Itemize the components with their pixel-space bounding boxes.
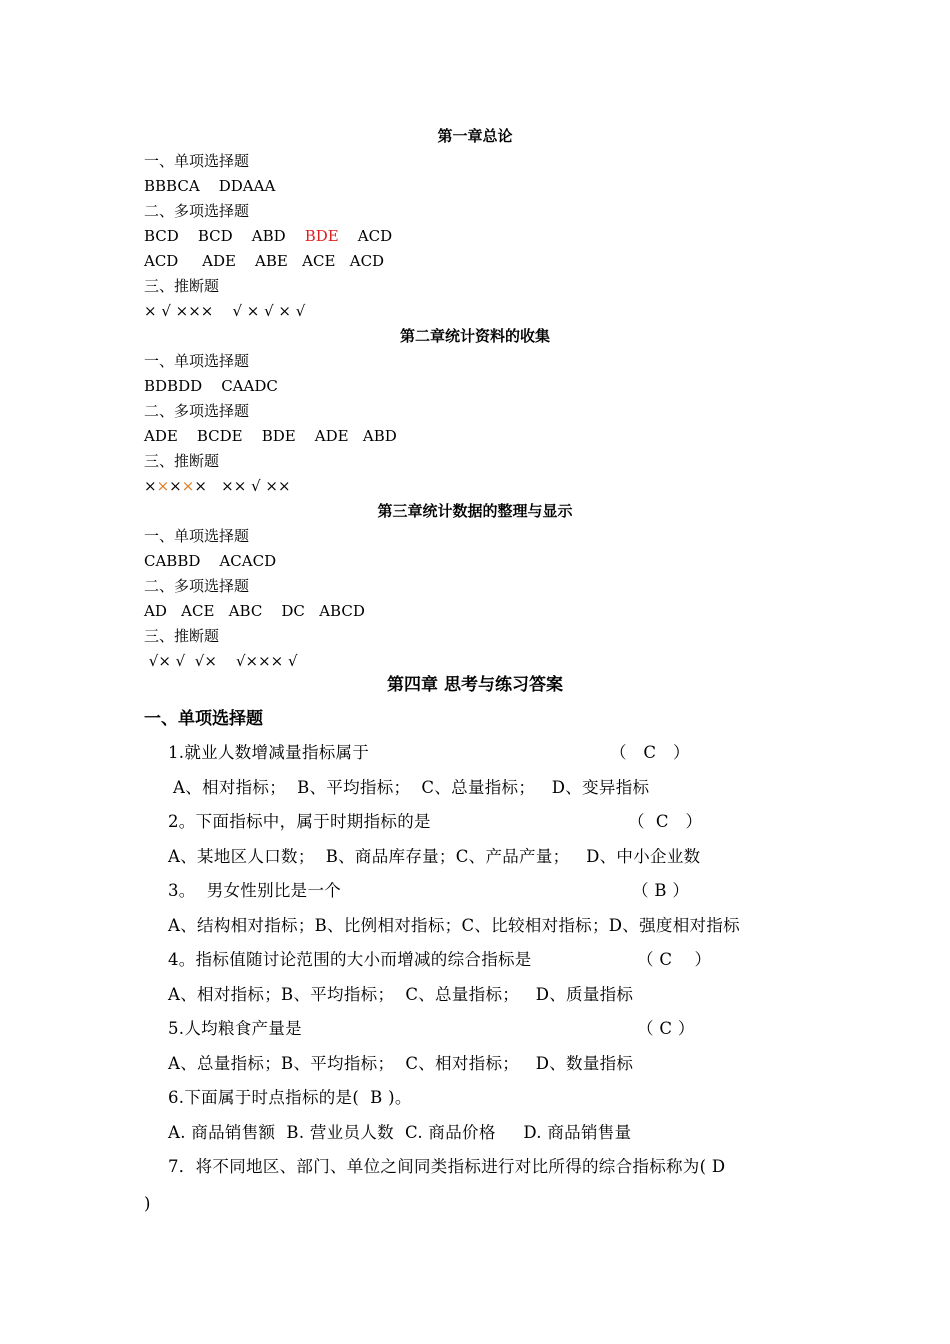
question-1-answer: （ C ） bbox=[610, 743, 690, 762]
ch3-single-choice-answers: CABBD ACACD bbox=[144, 552, 277, 570]
ch1-multi-choice-answers-row1 bbox=[144, 226, 392, 246]
question-6-options: A. 商品销售额 B. 营业员人数 C. 商品价格 D. 商品销售量 bbox=[168, 1123, 632, 1142]
question-3: 3。 男女性别比是一个 bbox=[168, 881, 342, 900]
ch1-multi-choice-label: 二、多项选择题 bbox=[144, 202, 250, 220]
ch2-judgment-part2: × bbox=[169, 477, 182, 495]
question-2-answer: （ C ） bbox=[628, 812, 703, 831]
ch3-judgment-answers: √× √ √× √××× √ bbox=[144, 652, 298, 670]
ch2-single-choice-answers: BDBDD CAADC bbox=[144, 377, 278, 395]
ch2-judgment-part1: × bbox=[144, 477, 157, 495]
ch2-multi-choice-answers: ADE BCDE BDE ADE ABD bbox=[144, 427, 397, 445]
ch1-single-choice-answers: BBBCA DDAAA bbox=[144, 177, 276, 195]
ch2-judgment-highlight2: × bbox=[181, 477, 195, 495]
question-2-options: A、某地区人口数； B、商品库存量；C、产品产量； D、中小企业数 bbox=[168, 847, 701, 866]
ch3-multi-choice-label: 二、多项选择题 bbox=[144, 577, 250, 595]
ch2-judgment-part3: × ×× √ ×× bbox=[194, 477, 291, 495]
ch3-judgment-label: 三、推断题 bbox=[144, 627, 220, 645]
question-6: 6.下面属于时点指标的是( B )。 bbox=[168, 1088, 412, 1107]
ch1-multi-row1-part2: ACD bbox=[338, 227, 393, 245]
question-7: 7．将不同地区、部门、单位之间同类指标进行对比所得的综合指标称为( D bbox=[168, 1157, 726, 1176]
question-3-answer: （ B ） bbox=[632, 881, 690, 900]
question-2: 2。下面指标中，属于时期指标的是 bbox=[168, 812, 431, 831]
question-4-answer: （ C ） bbox=[637, 950, 712, 969]
ch2-judgment-answers bbox=[144, 476, 291, 496]
ch1-multi-row1-part1: BCD BCD ABD bbox=[144, 227, 305, 245]
question-1-options: A、相对指标； B、平均指标； C、总量指标； D、变异指标 bbox=[173, 778, 650, 797]
ch3-single-choice-label: 一、单项选择题 bbox=[144, 527, 250, 545]
question-4-options: A、相对指标；B、平均指标； C、总量指标； D、质量指标 bbox=[168, 985, 634, 1004]
ch1-multi-choice-answers-row2: ACD ADE ABE ACE ACD bbox=[144, 252, 385, 270]
question-7-continuation: ) bbox=[144, 1194, 151, 1213]
chapter2-title: 第二章统计资料的收集 bbox=[399, 327, 550, 345]
ch1-single-choice-label: 一、单项选择题 bbox=[144, 152, 250, 170]
question-3-options: A、结构相对指标；B、比例相对指标；C、比较相对指标；D、强度相对指标 bbox=[168, 916, 740, 935]
chapter3-title: 第三章统计数据的整理与显示 bbox=[377, 502, 573, 520]
ch2-judgment-label: 三、推断题 bbox=[144, 452, 220, 470]
question-5-answer: （ C ） bbox=[637, 1019, 695, 1038]
ch2-single-choice-label: 一、单项选择题 bbox=[144, 352, 250, 370]
ch4-single-choice-label: 一、单项选择题 bbox=[144, 709, 263, 729]
chapter4-title: 第四章 思考与练习答案 bbox=[387, 675, 563, 695]
ch3-multi-choice-answers: AD ACE ABC DC ABCD bbox=[144, 602, 365, 620]
chapter1-title: 第一章总论 bbox=[437, 127, 513, 145]
question-5: 5.人均粮食产量是 bbox=[168, 1019, 302, 1038]
question-1: 1.就业人数增减量指标属于 bbox=[168, 743, 370, 762]
ch2-multi-choice-label: 二、多项选择题 bbox=[144, 402, 250, 420]
question-4: 4。指标值随讨论范围的大小而增减的综合指标是 bbox=[168, 950, 532, 969]
ch1-multi-row1-highlight: BDE bbox=[304, 227, 339, 245]
ch1-judgment-answers: × √ ××× √ × √ × √ bbox=[144, 302, 306, 320]
ch1-judgment-label: 三、推断题 bbox=[144, 277, 220, 295]
ch2-judgment-highlight1: × bbox=[156, 477, 170, 495]
question-5-options: A、总量指标；B、平均指标； C、相对指标； D、数量指标 bbox=[168, 1054, 634, 1073]
